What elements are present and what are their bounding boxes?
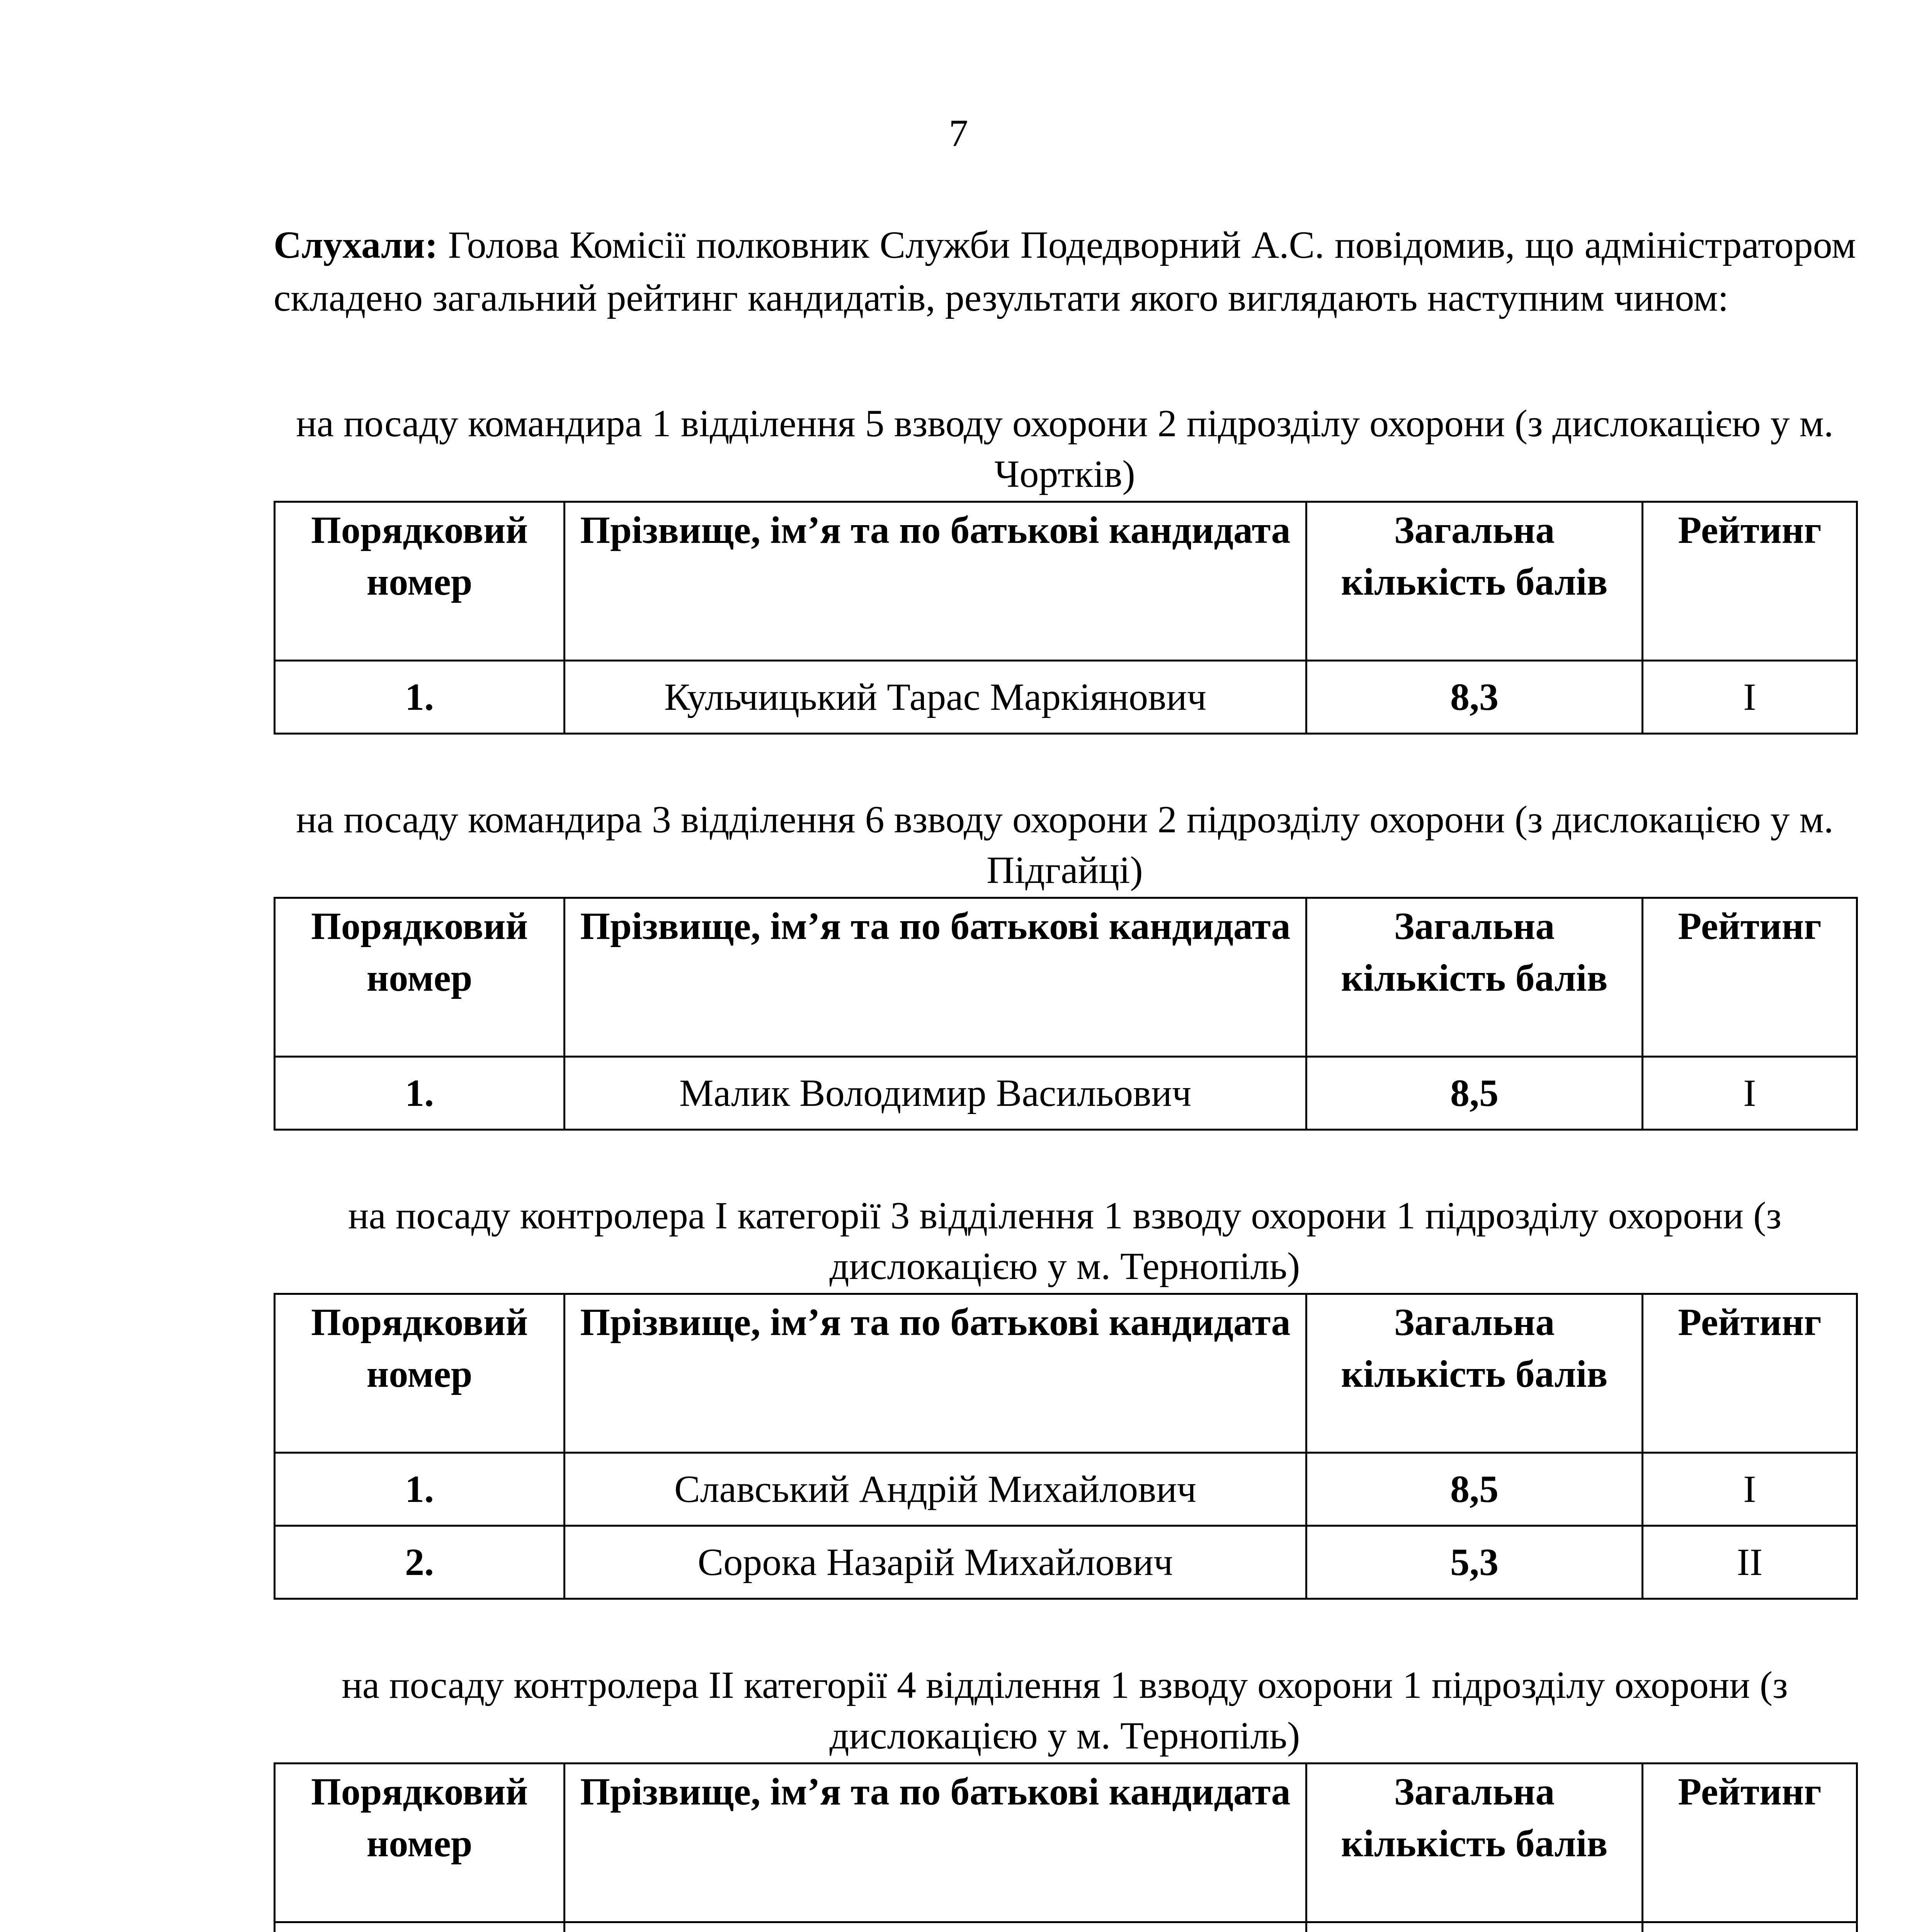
header-score: Загальна кількість балів bbox=[1306, 1764, 1643, 1922]
section-4 bbox=[274, 1660, 1856, 1932]
cell-score bbox=[1306, 1922, 1643, 1932]
section-caption: на посаду командира 1 відділення 5 взводу охорони 2 підрозділу охорони (з дислокацією у м. Чортків) bbox=[296, 402, 1834, 495]
header-name: Прізвище, ім’я та по батькові кандидата bbox=[565, 1764, 1306, 1922]
header-number: Порядковий номер bbox=[275, 502, 565, 661]
table-header-row bbox=[275, 898, 1857, 1057]
cell-rating: I bbox=[1643, 661, 1857, 734]
intro-text: Голова Комісії полковник Служби Подедворний А.С. повідомив, що адміністратором складено загальний рейтинг кандидатів, результати якого виглядають наступним чином: bbox=[274, 223, 1856, 319]
table-row bbox=[275, 1922, 1857, 1932]
cell-name: Малик Володимир Васильович bbox=[565, 1057, 1306, 1130]
candidates-table bbox=[274, 501, 1858, 735]
header-number: Порядковий номер bbox=[275, 1764, 565, 1922]
cell-number: 1. bbox=[275, 661, 565, 734]
cell-score: 5,3 bbox=[1306, 1526, 1643, 1599]
header-rating: Рейтинг bbox=[1643, 1294, 1857, 1453]
cell-rating: I bbox=[1643, 1057, 1857, 1130]
cell-score: 8,5 bbox=[1306, 1057, 1643, 1130]
cell-score: 8,5 bbox=[1306, 1453, 1643, 1526]
cell-number: 2. bbox=[275, 1526, 565, 1599]
cell-name: Кульчицький Тарас Маркіянович bbox=[565, 661, 1306, 734]
header-name: Прізвище, ім’я та по батькові кандидата bbox=[565, 1294, 1306, 1453]
section-3 bbox=[274, 1190, 1856, 1600]
header-rating: Рейтинг bbox=[1643, 502, 1857, 661]
table-header-row bbox=[275, 1764, 1857, 1922]
intro-lead: Слухали: bbox=[274, 223, 438, 266]
header-name: Прізвище, ім’я та по батькові кандидата bbox=[565, 898, 1306, 1057]
header-rating: Рейтинг bbox=[1643, 1764, 1857, 1922]
cell-number: 1. bbox=[275, 1453, 565, 1526]
header-number: Порядковий номер bbox=[275, 1294, 565, 1453]
table-row bbox=[275, 661, 1857, 734]
cell-rating: II bbox=[1643, 1526, 1857, 1599]
table-row bbox=[275, 1057, 1857, 1130]
table-header-row bbox=[275, 1294, 1857, 1453]
cell-name bbox=[565, 1922, 1306, 1932]
table-row bbox=[275, 1526, 1857, 1599]
cell-score: 8,3 bbox=[1306, 661, 1643, 734]
header-name: Прізвище, ім’я та по батькові кандидата bbox=[565, 502, 1306, 661]
candidates-table bbox=[274, 1762, 1858, 1932]
cell-rating bbox=[1643, 1922, 1857, 1932]
header-score: Загальна кількість балів bbox=[1306, 898, 1643, 1057]
section-2 bbox=[274, 794, 1856, 1131]
cell-number bbox=[275, 1922, 565, 1932]
cell-rating: I bbox=[1643, 1453, 1857, 1526]
cell-number: 1. bbox=[275, 1057, 565, 1130]
intro-paragraph bbox=[274, 218, 1856, 324]
section-1 bbox=[274, 398, 1856, 735]
header-rating: Рейтинг bbox=[1643, 898, 1857, 1057]
candidates-table bbox=[274, 897, 1858, 1131]
section-caption: на посаду командира 3 відділення 6 взводу охорони 2 підрозділу охорони (з дислокацією у м. Підгайці) bbox=[296, 798, 1834, 891]
table-row bbox=[275, 1453, 1857, 1526]
header-score: Загальна кількість балів bbox=[1306, 1294, 1643, 1453]
table-header-row bbox=[275, 502, 1857, 661]
section-caption: на посаду контролера II категорії 4 відділення 1 взводу охорони 1 підрозділу охорони (з дислокацією у м. Тернопіль) bbox=[342, 1663, 1788, 1757]
section-caption: на посаду контролера I категорії 3 відділення 1 взводу охорони 1 підрозділу охорони (з дислокацією у м. Тернопіль) bbox=[348, 1194, 1782, 1287]
header-score: Загальна кількість балів bbox=[1306, 502, 1643, 661]
candidates-table bbox=[274, 1293, 1858, 1600]
header-number: Порядковий номер bbox=[275, 898, 565, 1057]
page-number: 7 bbox=[949, 112, 968, 155]
cell-name: Сорока Назарій Михайлович bbox=[565, 1526, 1306, 1599]
cell-name: Славський Андрій Михайлович bbox=[565, 1453, 1306, 1526]
